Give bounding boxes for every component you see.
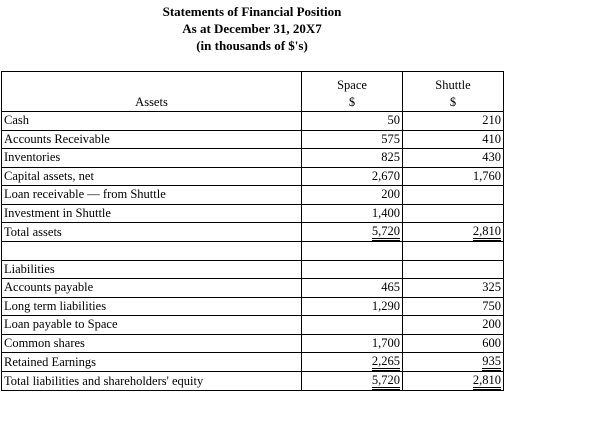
space-total (302, 372, 403, 391)
space-column-header (302, 72, 403, 112)
space-value: 1,700 (302, 334, 403, 353)
table-row (2, 149, 504, 168)
row-label: Accounts payable (2, 279, 302, 298)
financial-position-table (1, 71, 504, 391)
shuttle-unit: $ (449, 95, 457, 109)
shuttle-value (403, 204, 504, 223)
shuttle-total-value: 2,810 (473, 374, 501, 390)
shuttle-column-header (403, 72, 504, 112)
shuttle-value: 325 (403, 279, 504, 298)
row-label: Inventories (2, 149, 302, 168)
shuttle-value: 410 (403, 130, 504, 149)
retained-earnings-row (2, 353, 504, 372)
space-retained-value: 2,265 (372, 355, 400, 371)
space-value (302, 316, 403, 335)
space-value: 50 (302, 112, 403, 131)
space-value: 575 (302, 130, 403, 149)
table-row (2, 316, 504, 335)
space-total (302, 223, 403, 242)
space-value: 200 (302, 186, 403, 205)
shuttle-retained-value: 935 (482, 355, 501, 371)
liabilities-header-row (2, 260, 504, 279)
space-unit: $ (348, 95, 356, 109)
statement-title: Statements of Financial Position (162, 4, 342, 19)
table-row (2, 186, 504, 205)
row-label: Accounts Receivable (2, 130, 302, 149)
space-total-value: 5,720 (372, 225, 400, 241)
space-value: 825 (302, 149, 403, 168)
row-label: Common shares (2, 334, 302, 353)
row-label: Retained Earnings (2, 353, 302, 372)
table-row (2, 112, 504, 131)
row-label: Cash (2, 112, 302, 131)
shuttle-value: 430 (403, 149, 504, 168)
row-label: Total assets (2, 223, 302, 242)
space-value (302, 353, 403, 372)
statement-date: As at December 31, 20X7 (182, 21, 322, 36)
shuttle-value (403, 186, 504, 205)
row-label: Loan receivable — from Shuttle (2, 186, 302, 205)
space-value: 1,400 (302, 204, 403, 223)
total-liabilities-row (2, 372, 504, 391)
table-row (2, 167, 504, 186)
shuttle-name: Shuttle (435, 78, 471, 92)
space-value: 2,670 (302, 167, 403, 186)
row-label: Long term liabilities (2, 297, 302, 316)
assets-header: Assets (2, 72, 302, 112)
space-value: 1,290 (302, 297, 403, 316)
shuttle-total (403, 223, 504, 242)
header-row (2, 72, 504, 112)
table-row (2, 297, 504, 316)
table-row (2, 130, 504, 149)
row-label: Total liabilities and shareholders' equity (2, 372, 302, 391)
shuttle-total (403, 372, 504, 391)
shuttle-value: 210 (403, 112, 504, 131)
spacer-row (2, 242, 504, 261)
space-name: Space (337, 78, 367, 92)
shuttle-total-value: 2,810 (473, 225, 501, 241)
row-label: Investment in Shuttle (2, 204, 302, 223)
shuttle-value: 1,760 (403, 167, 504, 186)
liabilities-header: Liabilities (2, 260, 302, 279)
row-label: Capital assets, net (2, 167, 302, 186)
shuttle-value: 200 (403, 316, 504, 335)
total-assets-row (2, 223, 504, 242)
statement-units: (in thousands of $'s) (196, 38, 308, 53)
table-row (2, 334, 504, 353)
shuttle-value: 750 (403, 297, 504, 316)
shuttle-value: 600 (403, 334, 504, 353)
space-total-value: 5,720 (372, 374, 400, 390)
row-label: Loan payable to Space (2, 316, 302, 335)
table-row (2, 279, 504, 298)
table-row (2, 204, 504, 223)
shuttle-value (403, 353, 504, 372)
space-value: 465 (302, 279, 403, 298)
